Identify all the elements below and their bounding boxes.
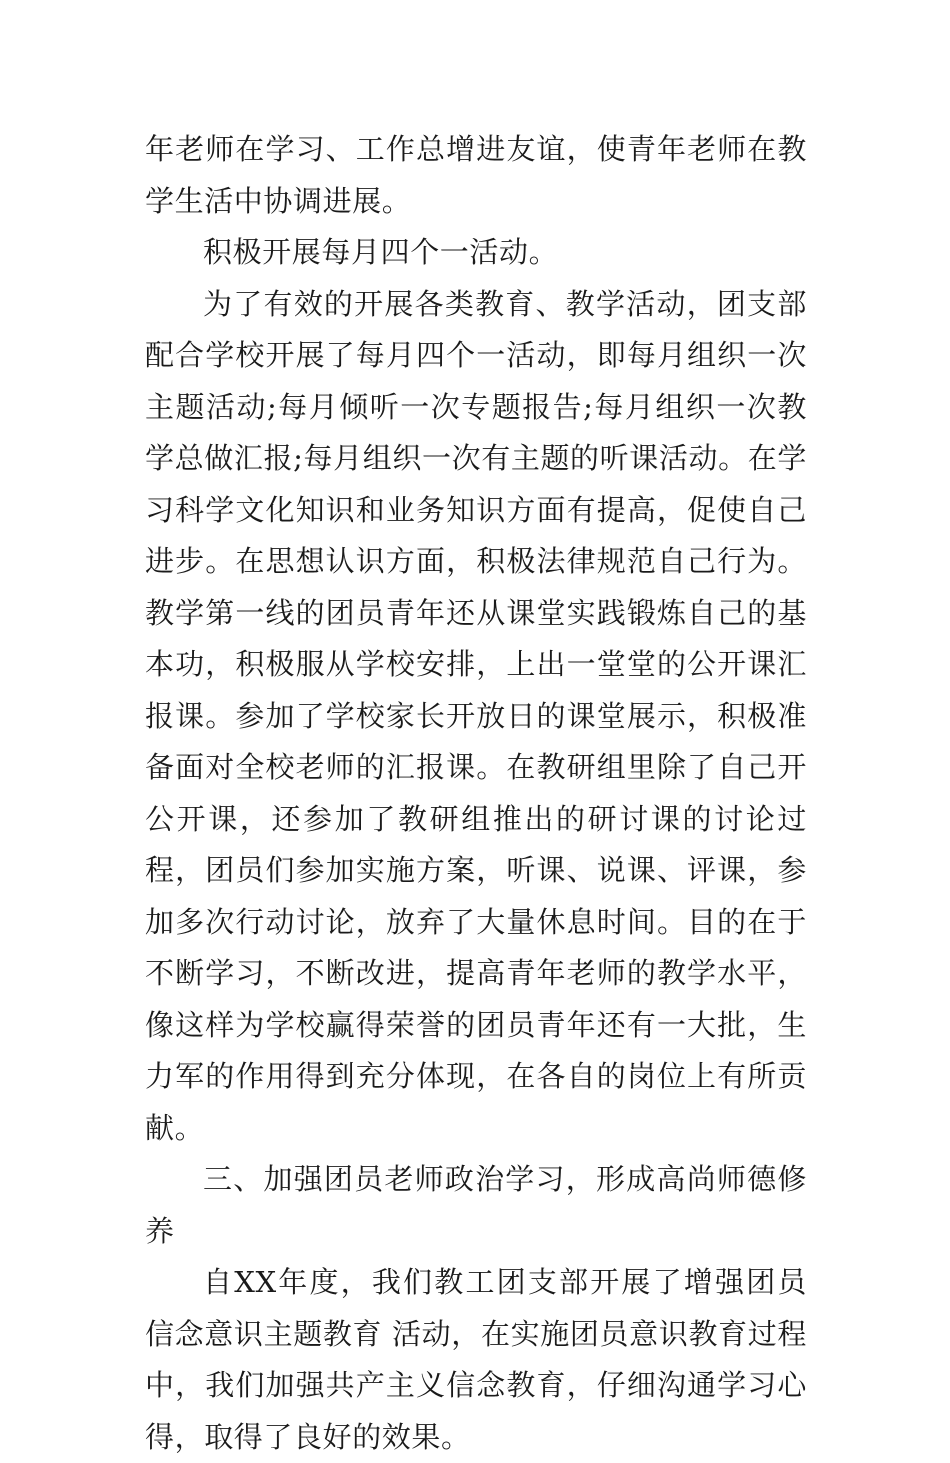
section-heading-political-study: 三、加强团员老师政治学习，形成高尚师德修养 bbox=[145, 1162, 807, 1248]
paragraph-continuation: 年老师在学习、工作总增进友谊，使青年老师在教学生活中协调进展。 bbox=[145, 132, 807, 218]
document-body bbox=[145, 124, 807, 1463]
paragraph-activity-heading: 积极开展每月四个一活动。 bbox=[203, 235, 559, 269]
paragraph-activity-details: 为了有效的开展各类教育、教学活动，团支部配合学校开展了每月四个一活动，即每月组织一次主题活动;每月倾听一次专题报告;每月组织一次教学总做汇报;每月组织一次有主题的听课活动。在学习科学文化知识和业务知识方面有提高，促使自己进步。在思想认识方面，积极法律规范自己行为。教学第一线的团员青年还从课堂实践锻炼自己的基本功，积极服从学校安排，上出一堂堂的公开课汇报课。参加了学校家长开放日的课堂展示，积极准备面对全校老师的汇报课。在教研组里除了自己开公开课，还参加了教研组推出的研讨课的讨论过程，团员们参加实施方案，听课、说课、评课，参加多次行动讨论，放弃了大量休息时间。目的在于不断学习，不断改进，提高青年老师的教学水平，像这样为学校赢得荣誉的团员青年还有一大批，生力军的作用得到充分体现，在各自的岗位上有所贡献。 bbox=[145, 286, 807, 1145]
paragraph-political-study: 自XX年度，我们教工团支部开展了增强团员信念意识主题教育 活动，在实施团员意识教育过程中，我们加强共产主义信念教育，仔细沟通学习心得，取得了良好的效果。 bbox=[145, 1265, 807, 1454]
